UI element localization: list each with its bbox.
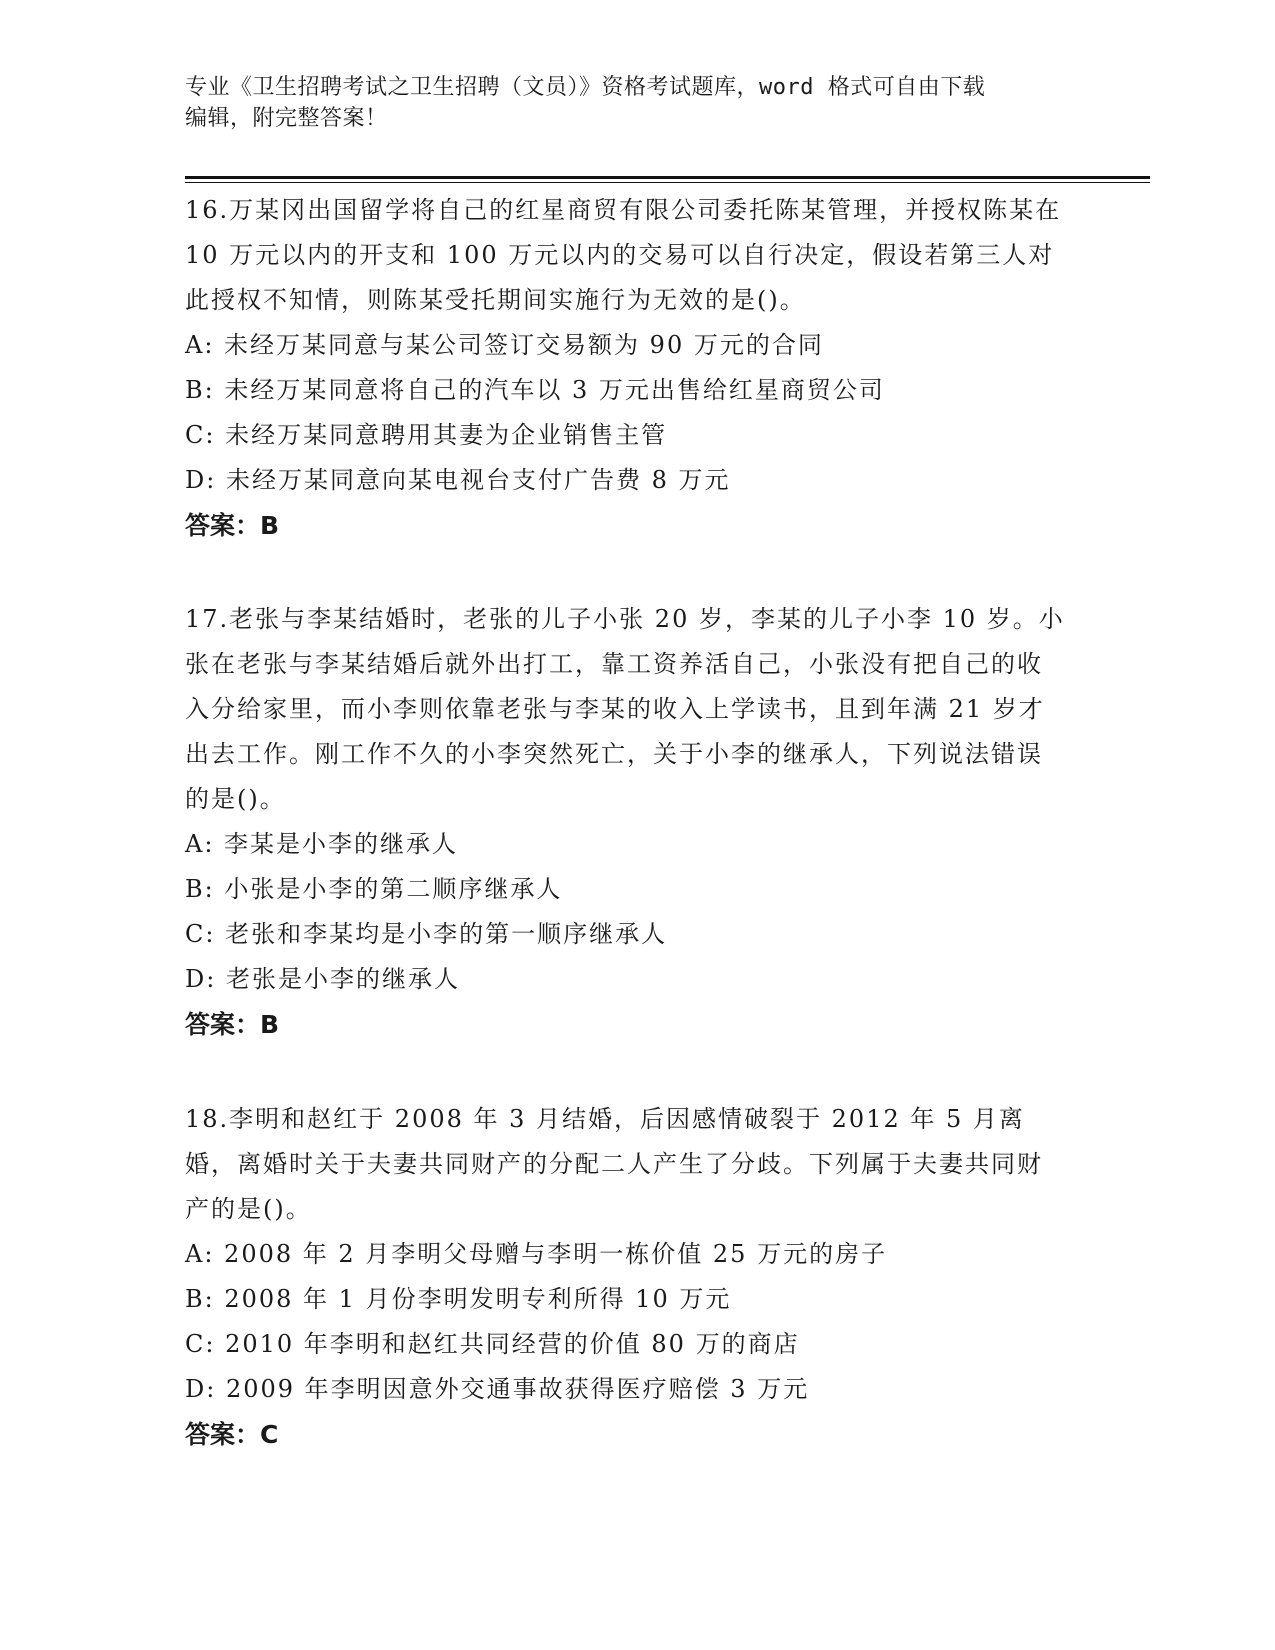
- header-divider-thin: [185, 182, 1150, 183]
- option-a: A: 李某是小李的继承人: [185, 830, 459, 858]
- option-c: C: 2010 年李明和赵红共同经营的价值 80 万的商店: [185, 1330, 800, 1358]
- answer: 答案：C: [185, 1420, 279, 1449]
- header-divider-thick: [185, 176, 1150, 179]
- option-d: D: 未经万某同意向某电视台支付广告费 8 万元: [185, 466, 731, 494]
- option-b: B: 未经万某同意将自己的汽车以 3 万元出售给红星商贸公司: [185, 376, 885, 404]
- question-stem: 16.万某冈出国留学将自己的红星商贸有限公司委托陈某管理，并授权陈某在 10 万元以内的开支和 100 万元以内的交易可以自行决定，假设若第三人对此授权不知情，则陈某受托期间实施行为无效的是()。: [185, 196, 1062, 314]
- question-stem: 18.李明和赵红于 2008 年 3 月结婚，后因感情破裂于 2012 年 5 月离婚，离婚时关于夫妻共同财产的分配二人产生了分歧。下列属于夫妻共同财产的是()。: [185, 1105, 1043, 1223]
- option-c: C: 未经万某同意聘用其妻为企业销售主管: [185, 421, 668, 449]
- document-header: [185, 72, 1065, 134]
- option-d: D: 老张是小李的继承人: [185, 965, 460, 993]
- question-18: [185, 1097, 1065, 1457]
- question-17: [185, 597, 1065, 1047]
- option-a: A: 未经万某同意与某公司签订交易额为 90 万元的合同: [185, 331, 824, 359]
- option-c: C: 老张和李某均是小李的第一顺序继承人: [185, 920, 668, 948]
- option-b: B: 小张是小李的第二顺序继承人: [185, 875, 563, 903]
- option-d: D: 2009 年李明因意外交通事故获得医疗赔偿 3 万元: [185, 1375, 810, 1403]
- answer: 答案：B: [185, 511, 280, 540]
- option-b: B: 2008 年 1 月份李明发明专利所得 10 万元: [185, 1285, 732, 1313]
- answer: 答案：B: [185, 1010, 280, 1039]
- header-line-1: 专业《卫生招聘考试之卫生招聘（文员）》资格考试题库，word 格式可自由下载: [185, 75, 986, 100]
- question-16: [185, 188, 1065, 548]
- question-stem: 17.老张与李某结婚时，老张的儿子小张 20 岁，李某的儿子小李 10 岁。小张在老张与李某结婚后就外出打工，靠工资养活自己，小张没有把自己的收入分给家里，而小李则依靠老张与李某的收入上学读书，且到年满 21 岁才出去工作。刚工作不久的小李突然死亡，关于小李的继承人，下列说法错误的是()。: [185, 605, 1065, 813]
- header-line-2: 编辑，附完整答案！: [185, 106, 388, 131]
- option-a: A: 2008 年 2 月李明父母赠与李明一栋价值 25 万元的房子: [185, 1240, 888, 1268]
